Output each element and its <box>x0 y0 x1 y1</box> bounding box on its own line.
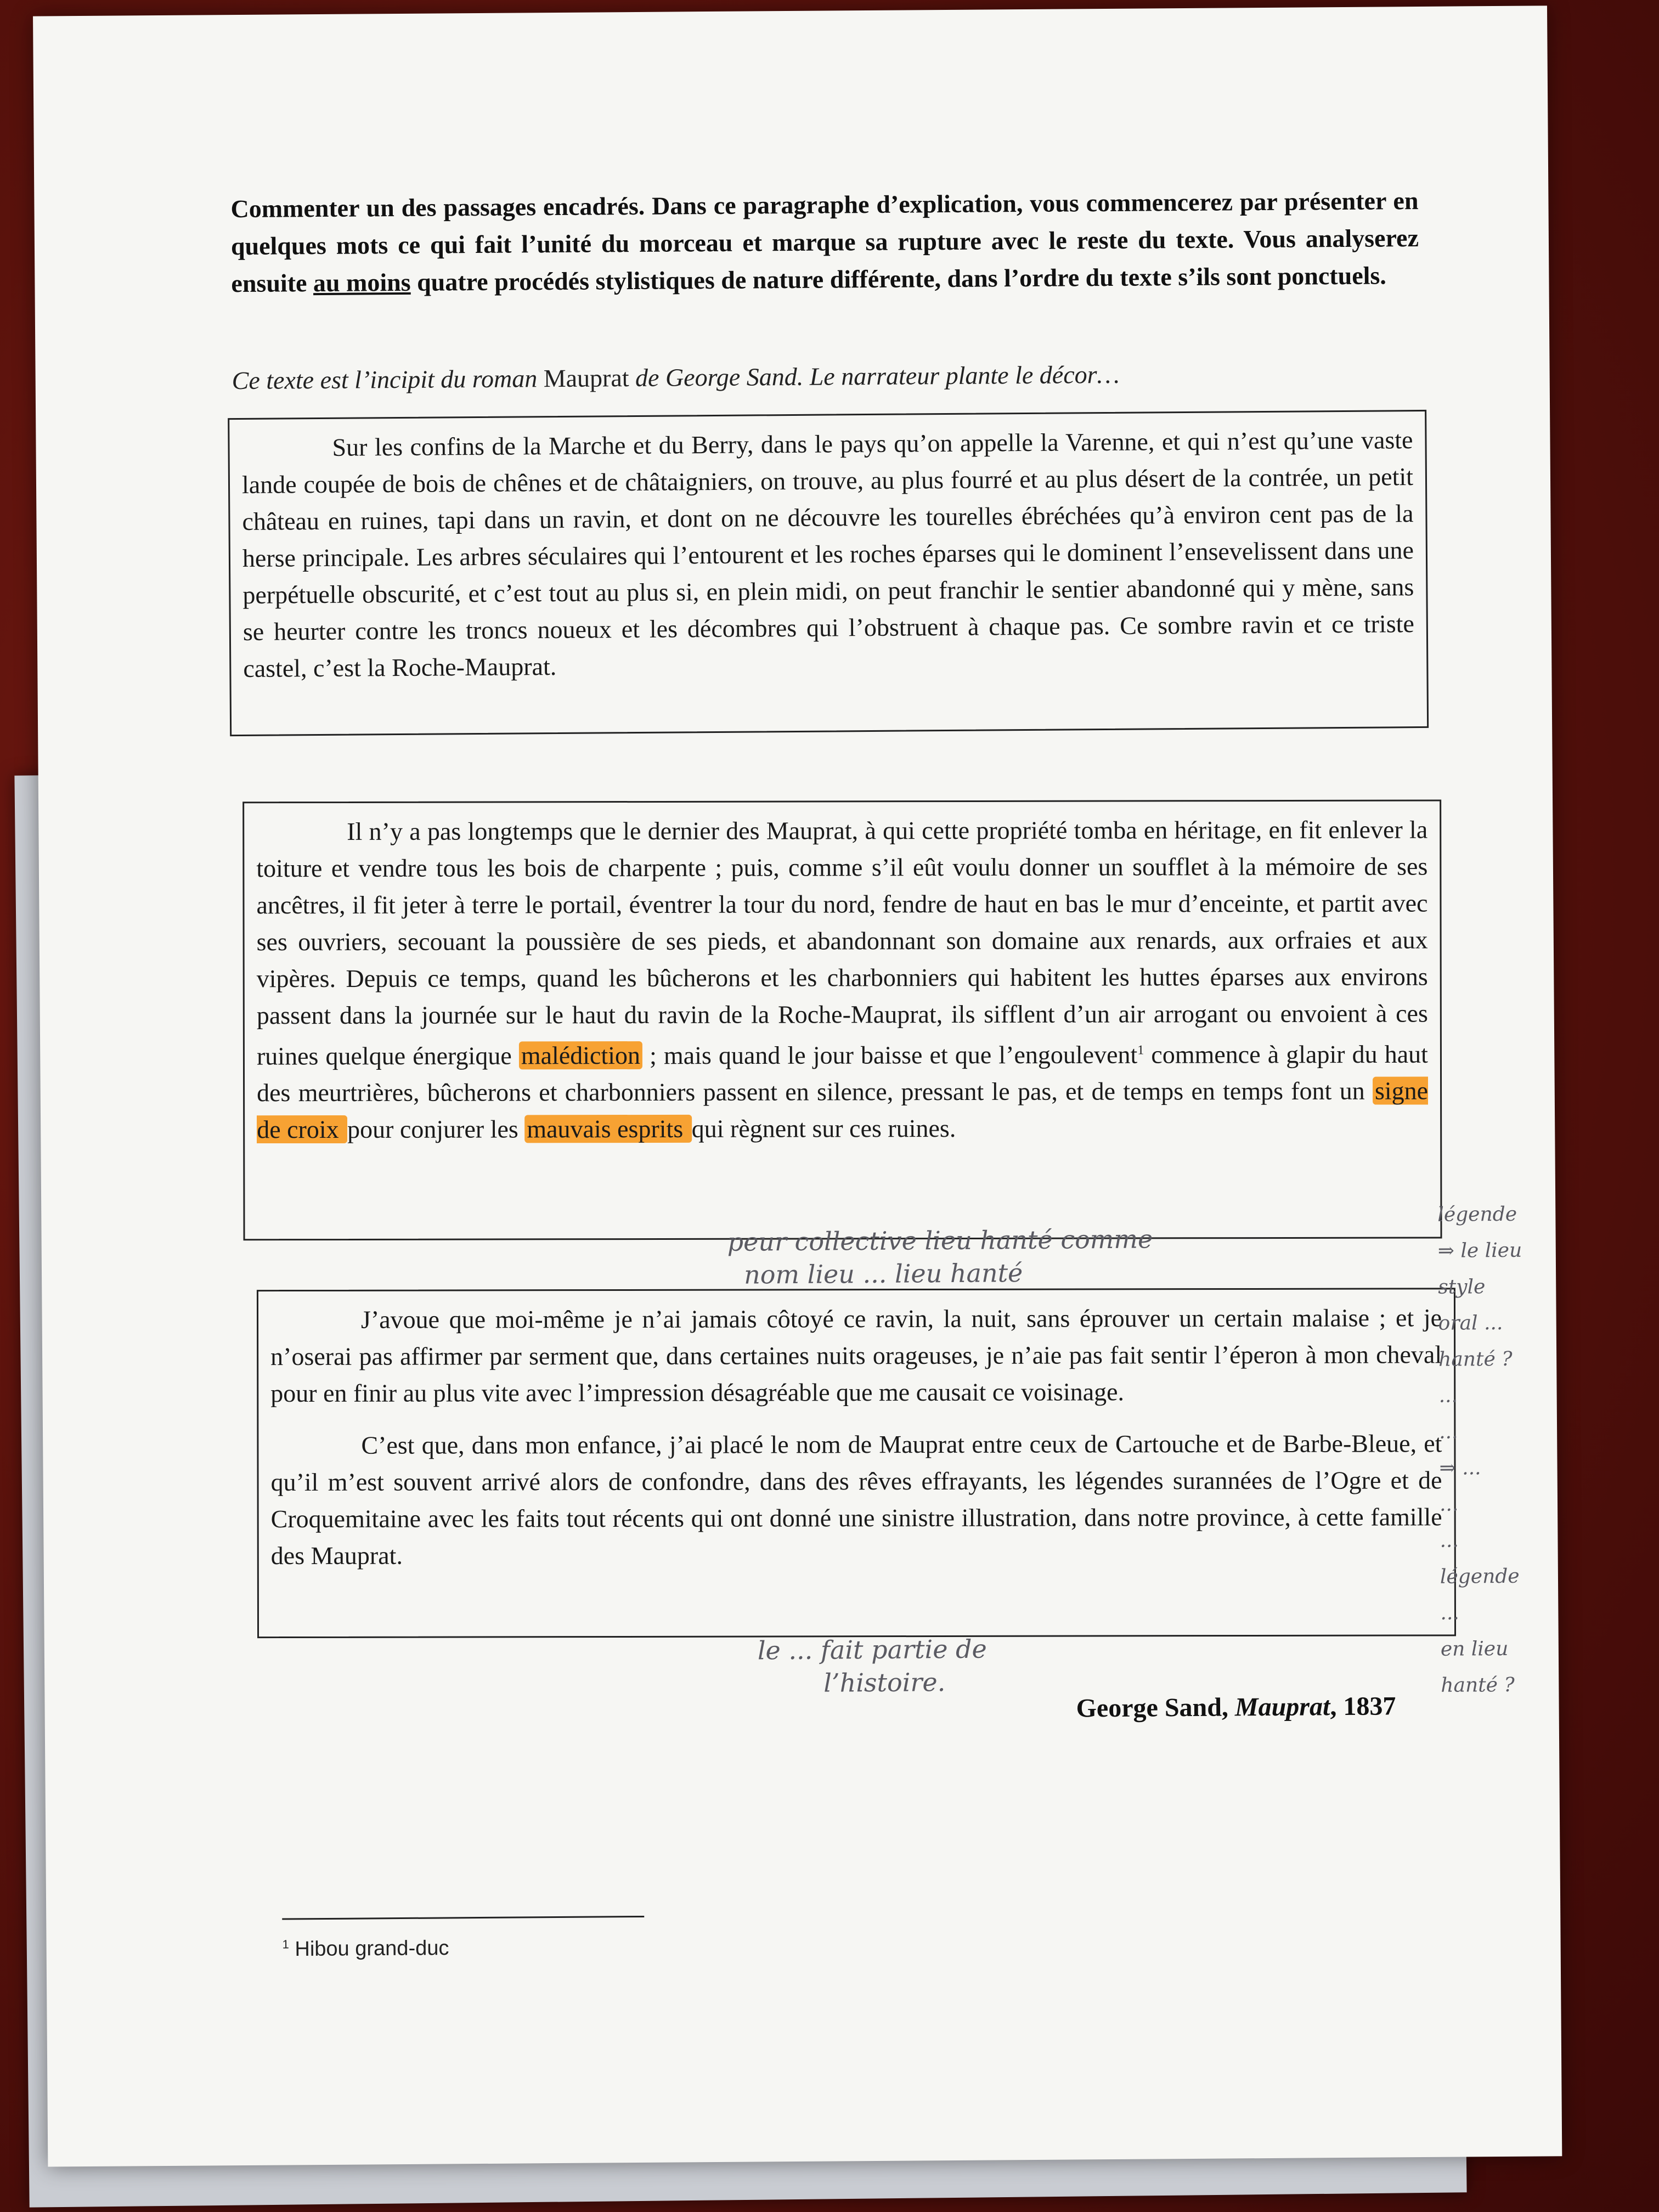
paper-sheet <box>33 5 1562 2166</box>
passage-box-1 <box>228 410 1429 736</box>
signature-title: Mauprat <box>1234 1692 1330 1722</box>
margin-note: ... <box>1440 1529 1459 1552</box>
passage2-t5: qui règnent sur ces ruines. <box>691 1114 956 1143</box>
handwritten-note-2: nom lieu ... lieu hanté <box>743 1258 1023 1290</box>
source-attribution <box>1076 1691 1396 1723</box>
passage-box-3 <box>257 1288 1456 1638</box>
highlight-signe-de-croix: signe de croix <box>257 1076 1429 1144</box>
passage2-t4: pour conjurer les <box>347 1115 525 1144</box>
margin-note: hanté ? <box>1441 1673 1515 1697</box>
passage3-paragraph-2: C’est que, dans mon enfance, j’ai placé le nom de Mauprat entre ceux de Cartouche et de Barbe-Bleue, et qu’il m’est souvent arrivé alors de confondre, dans des rêves effrayants, les légendes surannées de l’Ogre et de Croquemitaine avec les faits tout récents qui ont donné une sinistre illustration, dans notre province, à cette famille des Mauprat. <box>270 1429 1442 1570</box>
margin-note: ⇒ ... <box>1439 1457 1481 1480</box>
margin-note: légende <box>1437 1203 1517 1226</box>
intro-line <box>232 358 1438 395</box>
margin-note: ⇒ le lieu <box>1437 1239 1522 1262</box>
margin-annotations <box>1437 1196 1622 1704</box>
passage1-text: Sur les confins de la Marche et du Berry, dans le pays qu’on appelle la Varenne, et qui n’est qu’une vaste lande coupée de bois de chênes et de châtaigniers, on trouve, au plus fourré et au plus désert de la contrée, un petit château en ruines, tapi dans un ravin, et dont on ne découvre les tourelles ébréchées qu’à environ cent pas de la herse principale. Les arbres séculaires qui l’entourent et les roches éparses qui le dominent l’ensevelissent dans une perpétuelle obscurité, et c’est tout au plus si, en plein midi, on peut franchir le sentier abandonné qui y mène, sans se heurter contre les troncs noueux et les décombres qui l’obstruent à chaque pas. Ce sombre ravin et ce triste castel, c’est la Roche-Mauprat. <box>241 426 1415 682</box>
instructions-part2: quatre procédés stylistiques de nature différente, dans l’ordre du texte s’ils sont ponctuels. <box>410 261 1387 296</box>
margin-note: ... <box>1439 1493 1459 1516</box>
intro-before: Ce texte est l’incipit du roman <box>232 364 544 395</box>
intro-after: de George Sand. Le narrateur plante le décor… <box>629 360 1120 392</box>
passage2-t1: Il n’y a pas longtemps que le dernier des Mauprat, à qui cette propriété tomba en héritage, en fit enlever la toiture et vendre tous les bois de charpente ; puis, comme s’il eût voulu donner un soufflet à la mémoire de ses ancêtres, il fit jeter à terre le portail, éventrer la tour du nord, fendre de haut en bas le mur d’enceinte, et partit avec ses ouvriers, secouant la poussière de ses pieds, et abandonnant son domaine aux renards, aux orfraies et aux vipères. Depuis ce temps, quand les bûcherons et les charbonniers qui habitent les huttes éparses aux environs passent dans la journée sur le haut du ravin de la Roche-Mauprat, ils sifflent d’un air arrogant ou envoient à ces ruines quelque énergique <box>256 815 1428 1070</box>
instructions-part1: Commenter un des passages encadrés. Dans ce paragraphe d’explication, vous commencerez par présenter en quelques mots ce qui fait l’unité du morceau et marque sa rupture avec le reste du texte. Vous analyserez ensuite <box>230 187 1419 298</box>
footnote-text: Hibou grand-duc <box>289 1937 449 1961</box>
passage2-text <box>256 811 1428 1148</box>
signature-author: George Sand, <box>1076 1692 1235 1723</box>
passage2-t3: commence à glapir du haut des meurtrières, bûcherons et charbonniers passent en silence, pressant le pas, et de temps en temps font un <box>257 1040 1428 1107</box>
signature-year: , 1837 <box>1330 1691 1396 1722</box>
assignment-instructions <box>230 182 1419 302</box>
passage3-paragraph-1: J’avoue que moi-même je n’ai jamais côtoyé ce ravin, la nuit, sans éprouver un certain malaise ; et je n’oserai pas affirmer par serment que, dans certaines nuits orageuses, je n’aie pas fait sentir l’éperon à mon cheval pour en finir au plus vite avec l’impression désagréable que me causait ce voisinage. <box>270 1304 1442 1408</box>
handwritten-note-4: l’histoire. <box>823 1667 946 1698</box>
handwritten-note-3: le ... fait partie de <box>757 1634 987 1666</box>
intro-title: Mauprat <box>543 364 629 393</box>
margin-note: légende <box>1440 1565 1520 1588</box>
highlight-malediction: malédiction <box>519 1041 642 1069</box>
margin-note: ... <box>1438 1420 1458 1443</box>
margin-note: style <box>1438 1276 1486 1299</box>
footnote <box>282 1936 449 1961</box>
footnote-divider <box>282 1916 644 1920</box>
footnote-ref: 1 <box>1137 1043 1144 1058</box>
footnote-number: 1 <box>282 1937 289 1951</box>
margin-note: ... <box>1440 1601 1459 1624</box>
margin-note: en lieu <box>1440 1637 1509 1661</box>
margin-note: ... <box>1438 1384 1458 1407</box>
highlight-mauvais-esprits: mauvais esprits <box>524 1115 691 1143</box>
instructions-underlined: au moins <box>313 268 411 297</box>
passage2-t2: ; mais quand le jour baisse et que l’engoulevent <box>642 1040 1138 1070</box>
margin-note: oral ... <box>1438 1311 1503 1335</box>
margin-note: hanté ? <box>1438 1347 1513 1371</box>
passage-box-2 <box>242 799 1442 1240</box>
handwritten-note-1: peur collective lieu hanté comme <box>727 1224 1153 1257</box>
